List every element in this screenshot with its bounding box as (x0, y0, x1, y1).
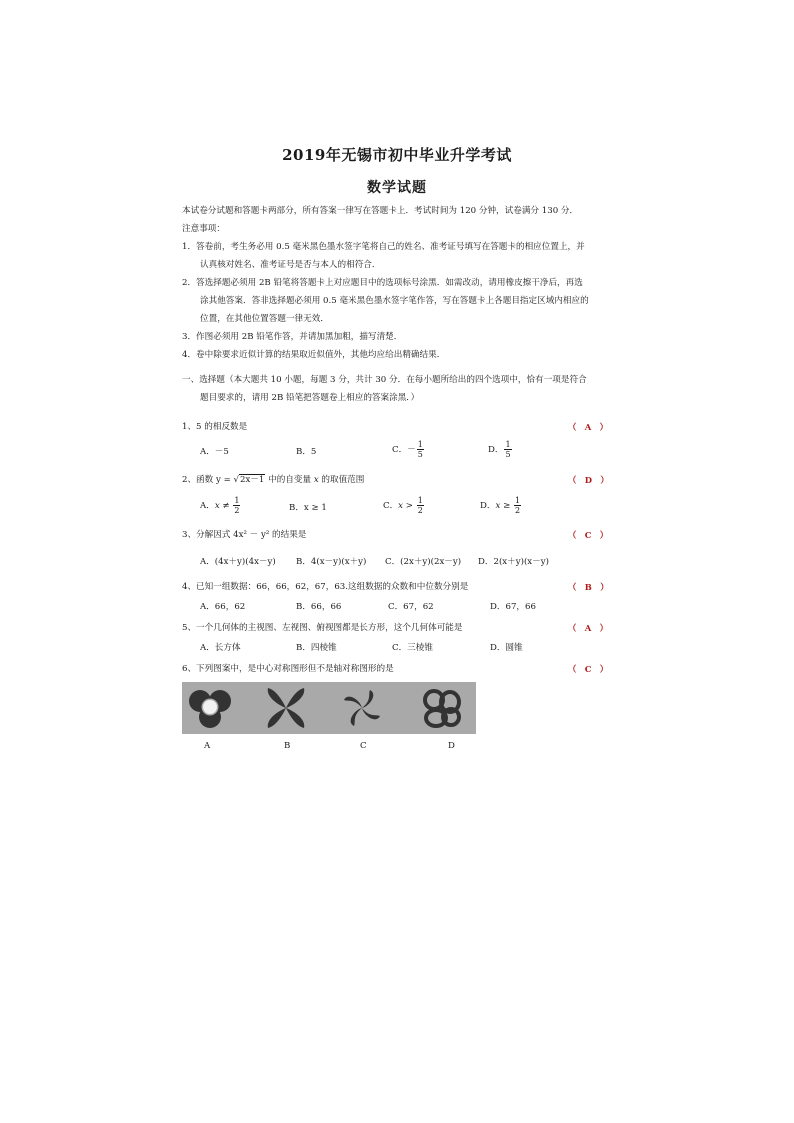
section-heading-line-2: 题目要求的，请用 2B 铅笔把答题卷上相应的答案涂黑．） (200, 393, 420, 403)
q1-c-numerator: 1 (417, 440, 423, 449)
q1-option-c-fraction (417, 440, 424, 459)
q4-option-b: B．66，66 (296, 602, 342, 612)
figure-d-icon (418, 684, 466, 732)
q1-c-denominator: 5 (417, 450, 423, 459)
q2-answer: （ D ） (568, 475, 609, 485)
figure-b-icon (262, 684, 310, 732)
q2-stem-suffix: 的取值范围 (318, 475, 365, 485)
q2-option-a-fraction (233, 496, 240, 515)
note-4: 4．卷中除要求近似计算的结果取近似值外，其他均应给出精确结果． (182, 350, 446, 360)
q4-option-d: D．67，66 (490, 602, 536, 612)
q2-a-denominator: 2 (234, 506, 240, 515)
figure-a-icon (186, 684, 234, 732)
q2-stem (182, 474, 364, 486)
q1-stem: 1、5 的相反数是 (182, 422, 248, 432)
exam-subtitle: 数学试题 (367, 180, 427, 196)
q2-c-denominator: 2 (417, 506, 423, 515)
section-heading-line-1: 一、选择题（本大题共 10 小题，每题 3 分，共计 30 分．在每小题所给出的四个选项中，恰有一项是符合 (182, 375, 587, 385)
q2-stem-var: x (313, 475, 319, 485)
q1-option-d (488, 440, 513, 459)
q4-stem: 4、已知一组数据：66，66，62，67，63.这组数据的众数和中位数分别是 (182, 582, 469, 592)
q2-option-c-prefix: C． (383, 501, 399, 511)
q5-option-d: D．圆锥 (490, 643, 523, 653)
q3-stem: 3、分解因式 4x² － y² 的结果是 (182, 530, 307, 540)
q1-d-numerator: 1 (505, 440, 511, 449)
q2-a-numerator: 1 (234, 496, 240, 505)
note-2-line-1: 2．答选择题必须用 2B 铅笔将答题卡上对应题目中的选项标号涂黑．如需改动，请用橡皮擦干净后，再选 (182, 278, 583, 288)
q2-option-b: B．x ≥ 1 (289, 503, 327, 513)
q1-answer: （ A ） (568, 422, 608, 432)
q4-answer: （ B ） (568, 582, 609, 592)
figure-label-b: B (284, 741, 291, 751)
q2-stem-mid: 中的自变量 (265, 475, 314, 485)
q6-stem: 6、下列图案中，是中心对称图形但不是轴对称图形的是 (182, 664, 394, 674)
q2-option-d-fraction (514, 496, 521, 515)
q2-option-a-prefix: A． (200, 501, 215, 511)
q1-option-c (392, 440, 425, 459)
q2-d-numerator: 1 (515, 496, 521, 505)
q3-option-d: D．2(x＋y)(x－y) (478, 557, 549, 567)
q2-option-c-expr: x > (398, 501, 416, 511)
q2-c-numerator: 1 (417, 496, 423, 505)
note-1-line-2: 认真核对姓名、准考证号是否与本人的相符合． (200, 260, 381, 270)
note-1-line-1: 1．答卷前，考生务必用 0.5 毫米黑色墨水签字笔将自己的姓名、准考证号填写在答题卡的相应位置上，并 (182, 242, 585, 252)
q2-d-denominator: 2 (515, 506, 521, 515)
q3-option-c: C．(2x＋y)(2x－y) (385, 557, 462, 567)
q4-option-a: A．66，62 (200, 602, 246, 612)
figure-c-icon (338, 684, 386, 732)
q2-option-a-expr: x ≠ (214, 501, 233, 511)
sqrt-sign: √ (233, 475, 239, 485)
notice-title: 注意事项： (182, 224, 225, 234)
q1-option-c-prefix: C．－ (392, 445, 416, 455)
q1-option-a: A．－5 (200, 447, 229, 457)
q5-option-b: B．四棱锥 (296, 643, 337, 653)
figure-label-c: C (360, 741, 367, 751)
q2-option-d-prefix: D． (480, 501, 496, 511)
q5-option-a: A．长方体 (200, 643, 241, 653)
q6-answer: （ C ） (568, 664, 609, 674)
q2-option-c-fraction (417, 496, 424, 515)
note-2-line-3: 位置，在其他位置答题一律无效． (200, 314, 329, 324)
q3-option-b: B．4(x－y)(x＋y) (296, 557, 367, 567)
note-3: 3．作图必须用 2B 铅笔作答，并请加黑加粗，描写清楚． (182, 332, 403, 342)
q1-d-denominator: 5 (505, 450, 511, 459)
figure-label-a: A (204, 741, 211, 751)
q2-stem-prefix: 2、函数 y = (182, 475, 234, 485)
q5-stem: 5、一个几何体的主视图、左视图、俯视图都是长方形，这个几何体可能是 (182, 623, 463, 633)
q2-option-a (200, 496, 241, 515)
q1-option-d-fraction (504, 440, 511, 459)
note-2-line-2: 涂其他答案．答非选择题必须用 0.5 毫米黑色墨水签字笔作答，写在答题卡上各题目指定区域内相应的 (200, 296, 589, 306)
q2-option-d-expr: x ≥ (495, 501, 513, 511)
q2-option-d (480, 496, 522, 515)
q6-figure-strip (182, 682, 476, 734)
q1-option-d-prefix: D． (488, 445, 504, 455)
exam-title: 2019年无锡市初中毕业升学考试 (282, 146, 512, 164)
q2-option-c (383, 496, 425, 515)
q5-answer: （ A ） (568, 623, 608, 633)
q4-option-c: C．67，62 (388, 602, 434, 612)
intro-line: 本试卷分试题和答题卡两部分，所有答案一律写在答题卡上．考试时间为 120 分钟，试卷满分 130 分． (182, 206, 579, 216)
q2-radicand: 2x－1 (239, 475, 265, 485)
figure-label-d: D (448, 741, 455, 751)
q5-option-c: C．三棱锥 (392, 643, 433, 653)
q1-option-b: B．5 (296, 447, 317, 457)
q3-option-a: A．(4x＋y)(4x－y) (200, 557, 276, 567)
q3-answer: （ C ） (568, 530, 609, 540)
